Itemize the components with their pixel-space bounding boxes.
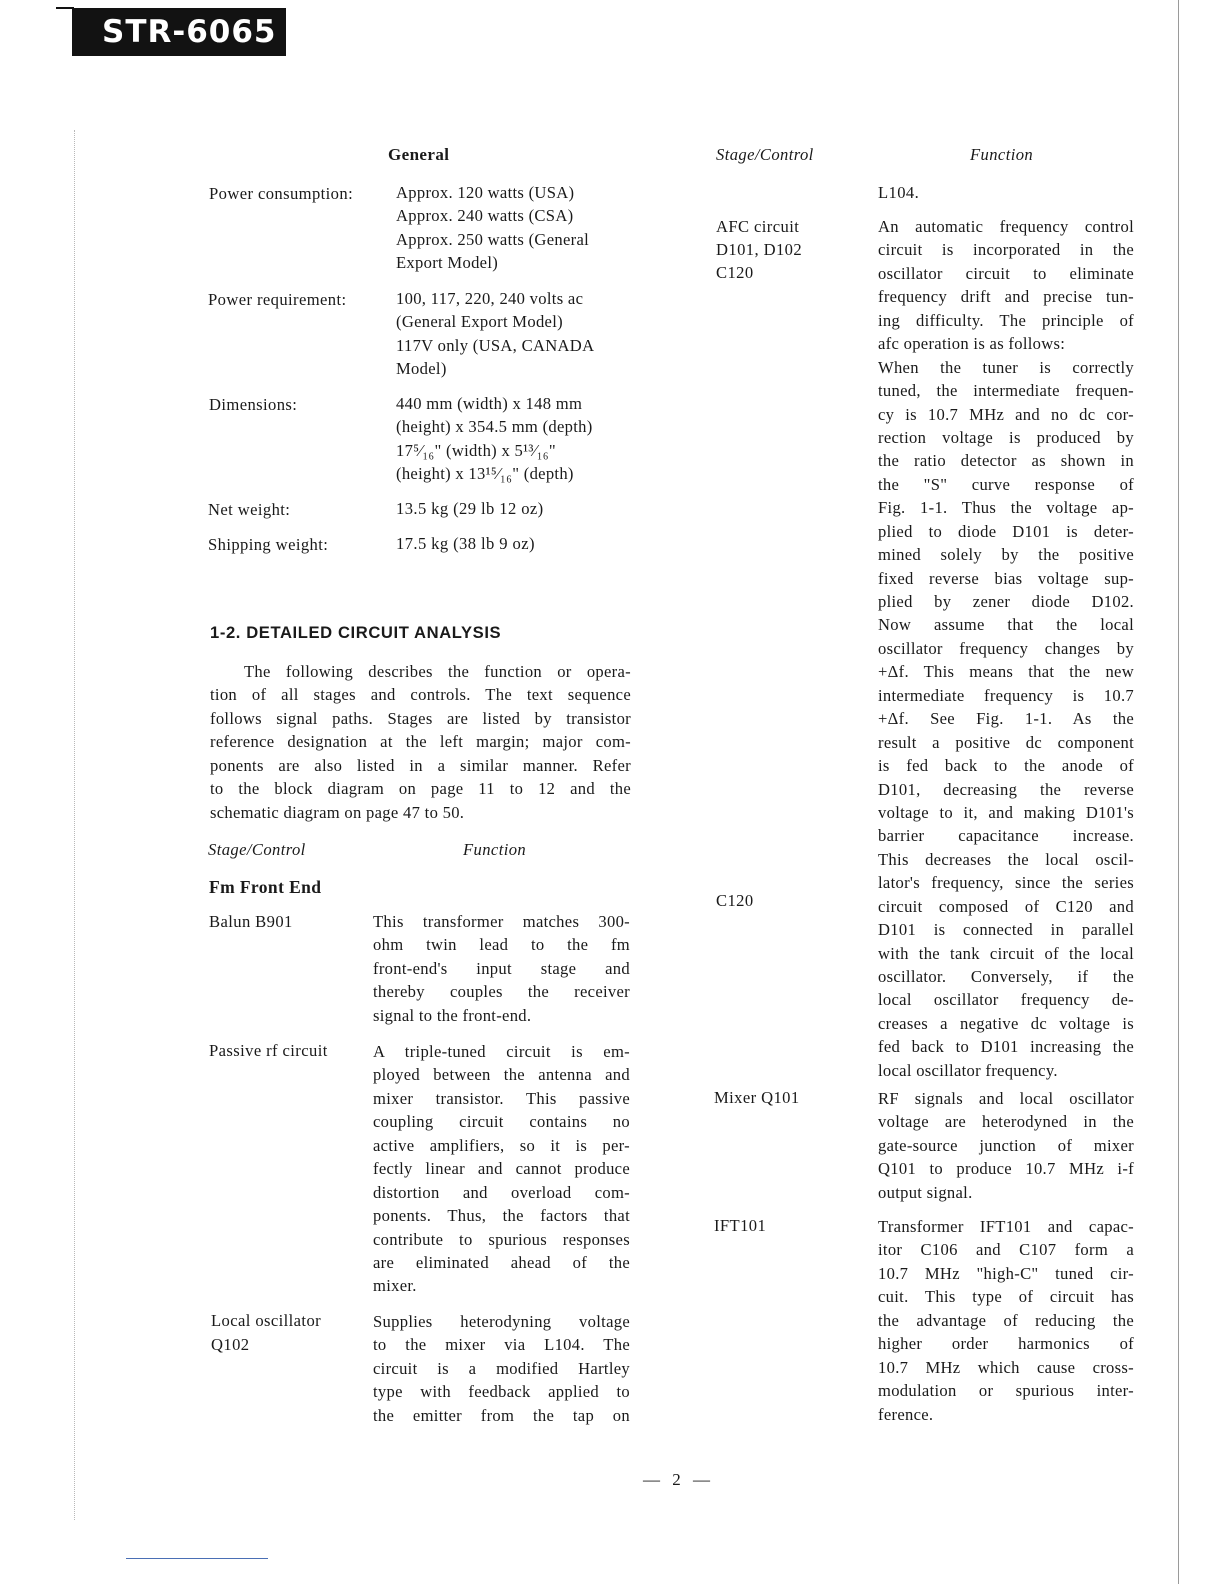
function-passive-rf xyxy=(373,1040,630,1298)
intro-line: tion of all stages and controls. The text sequence xyxy=(210,685,631,705)
function-line: rection voltage is produced by xyxy=(878,427,1134,447)
function-line: This decreases the local oscil- xyxy=(878,849,1134,869)
section-intro xyxy=(210,660,631,824)
spec-label-power-requirement: Power requirement: xyxy=(208,290,347,309)
spec-label-net-weight: Net weight: xyxy=(208,500,291,519)
function-line: itor C106 and C107 form a xyxy=(878,1240,1134,1260)
left-header-stage: Stage/Control xyxy=(208,840,306,859)
function-line: active amplifiers, so it is per- xyxy=(373,1135,630,1155)
function-line: fed back to D101 increasing the xyxy=(878,1037,1134,1057)
function-line: result a positive dc component xyxy=(878,732,1134,752)
spec-line: Approx. 240 watts (CSA) xyxy=(396,206,574,226)
spec-label-shipping-weight: Shipping weight: xyxy=(208,535,329,554)
model-badge: STR-6065 xyxy=(72,8,286,56)
function-line: distortion and overload com- xyxy=(373,1182,630,1202)
function-local-oscillator xyxy=(373,1310,630,1427)
function-line: ployed between the antenna and xyxy=(373,1065,630,1085)
function-line: ference. xyxy=(878,1404,934,1424)
intro-line: ponents are also listed in a similar manner. Refer xyxy=(210,755,631,775)
stage-passive-rf: Passive rf circuit xyxy=(209,1041,328,1060)
function-line: circuit composed of C120 and xyxy=(878,896,1134,916)
function-line: mixer. xyxy=(373,1276,417,1296)
function-line: is fed back to the anode of xyxy=(878,756,1134,776)
spec-line: Approx. 250 watts (General xyxy=(396,229,590,249)
function-line: D101, decreasing the reverse xyxy=(878,779,1134,799)
function-line: are eliminated ahead of the xyxy=(373,1252,630,1272)
spec-value-net-weight: 13.5 kg (29 lb 12 oz) xyxy=(396,499,544,518)
stage-balun: Balun B901 xyxy=(209,912,293,931)
function-line: Fig. 1-1. Thus the voltage ap- xyxy=(878,498,1134,518)
function-afc xyxy=(878,215,1134,1082)
function-line: +Δf. This means that the new xyxy=(878,662,1134,682)
spec-line: (height) x 13¹⁵⁄₁₆" (depth) xyxy=(396,464,574,484)
spec-label-power-consumption: Power consumption: xyxy=(209,184,354,203)
function-line: the emitter from the tap on xyxy=(373,1405,630,1425)
stage-afc: AFC circuit xyxy=(716,217,800,236)
function-line: Q101 to produce 10.7 MHz i-f xyxy=(878,1159,1134,1179)
spec-line: (height) x 354.5 mm (depth) xyxy=(396,417,593,437)
continued-line: L104. xyxy=(878,183,920,202)
spec-line: 117V only (USA, CANADA xyxy=(396,335,595,355)
function-line: the advantage of reducing the xyxy=(878,1310,1134,1330)
stage-local-oscillator: Local oscillator xyxy=(211,1311,322,1330)
spec-value-shipping-weight: 17.5 kg (38 lb 9 oz) xyxy=(396,534,535,553)
stage-c120: C120 xyxy=(716,891,754,910)
function-line: with the tank circuit of the local xyxy=(878,943,1134,963)
function-line: This transformer matches 300- xyxy=(373,912,630,931)
spec-line: 17⁵⁄₁₆" (width) x 5¹³⁄₁₆" xyxy=(396,440,556,460)
function-line: barrier capacitance increase. xyxy=(878,826,1134,846)
function-line: D101 is connected in parallel xyxy=(878,920,1134,940)
spec-label-dimensions: Dimensions: xyxy=(209,395,298,414)
function-line: contribute to spurious responses xyxy=(373,1229,630,1249)
function-line: oscillator. Conversely, if the xyxy=(878,967,1134,986)
function-line: oscillator circuit to eliminate xyxy=(878,263,1134,283)
function-line: signal to the front-end. xyxy=(373,1005,532,1025)
function-line: ponents. Thus, the factors that xyxy=(373,1206,630,1226)
intro-line: schematic diagram on page 47 to 50. xyxy=(210,802,465,822)
page-number: — 2 — xyxy=(643,1470,714,1489)
function-ift101 xyxy=(878,1215,1134,1426)
function-line: the "S" curve response of xyxy=(878,474,1134,494)
function-line: ing difficulty. The principle of xyxy=(878,310,1134,330)
function-line: thereby couples the receiver xyxy=(373,982,630,1002)
stage-mixer: Mixer Q101 xyxy=(714,1088,800,1107)
function-mixer xyxy=(878,1087,1134,1204)
function-line: fectly linear and cannot produce xyxy=(373,1159,630,1179)
function-line: front-end's input stage and xyxy=(373,958,630,978)
spec-line: Model) xyxy=(396,359,447,379)
intro-line: The following describes the function or opera- xyxy=(244,662,631,681)
spec-value-power-consumption xyxy=(396,181,626,275)
function-line: 10.7 MHz "high-C" tuned cir- xyxy=(878,1263,1134,1283)
right-header-function: Function xyxy=(970,145,1034,164)
stage-local-oscillator-ref: Q102 xyxy=(211,1335,250,1354)
spec-value-power-requirement xyxy=(396,287,630,381)
function-line: frequency drift and precise tun- xyxy=(878,287,1134,307)
function-line: Now assume that the local xyxy=(878,615,1134,635)
intro-line: to the block diagram on page 11 to 12 and the xyxy=(210,779,631,799)
group-title: Fm Front End xyxy=(209,877,322,897)
intro-line: reference designation at the left margin; major com- xyxy=(210,732,631,752)
general-heading: General xyxy=(388,145,450,164)
function-line: cuit. This type of circuit has xyxy=(878,1287,1134,1307)
function-line: RF signals and local oscillator xyxy=(878,1089,1134,1108)
function-line: When the tuner is correctly xyxy=(878,357,1134,377)
function-line: Supplies heterodyning voltage xyxy=(373,1312,630,1331)
function-line: type with feedback applied to xyxy=(373,1382,630,1402)
binding-margin-specks xyxy=(74,130,76,1520)
left-header-function: Function xyxy=(463,840,527,859)
function-line: afc operation is as follows: xyxy=(878,334,1066,354)
function-line: coupling circuit contains no xyxy=(373,1112,630,1132)
spec-line: 100, 117, 220, 240 volts ac xyxy=(396,289,584,308)
bottom-edge-line xyxy=(126,1558,268,1559)
function-line: circuit is incorporated in the xyxy=(878,240,1134,260)
stage-afc-capacitor: C120 xyxy=(716,263,754,282)
stage-ift101: IFT101 xyxy=(714,1216,767,1235)
function-line: voltage are heterodyned in the xyxy=(878,1112,1134,1132)
function-line: the ratio detector as shown in xyxy=(878,451,1134,471)
function-line: voltage to it, and making D101's xyxy=(878,802,1134,822)
function-line: mined solely by the positive xyxy=(878,545,1134,565)
function-balun xyxy=(373,910,630,1027)
function-line: oscillator frequency changes by xyxy=(878,638,1134,658)
function-line: mixer transistor. This passive xyxy=(373,1088,630,1108)
function-line: 10.7 MHz which cause cross- xyxy=(878,1357,1134,1377)
function-line: local oscillator frequency de- xyxy=(878,990,1134,1010)
function-line: intermediate frequency is 10.7 xyxy=(878,685,1134,705)
stage-afc-diodes: D101, D102 xyxy=(716,240,803,259)
function-line: plied to diode D101 is deter- xyxy=(878,521,1134,541)
function-line: lator's frequency, since the series xyxy=(878,873,1134,893)
spec-line: (General Export Model) xyxy=(396,312,563,332)
function-line: ohm twin lead to the fm xyxy=(373,935,630,955)
spec-value-dimensions xyxy=(396,392,630,486)
function-line: creases a negative dc voltage is xyxy=(878,1013,1134,1033)
function-line: gate-source junction of mixer xyxy=(878,1135,1134,1155)
section-title: 1-2. DETAILED CIRCUIT ANALYSIS xyxy=(210,623,502,642)
function-line: A triple-tuned circuit is em- xyxy=(373,1042,630,1061)
page-edge-rule xyxy=(1178,0,1179,1584)
spec-line: Approx. 120 watts (USA) xyxy=(396,183,575,202)
function-line: plied by zener diode D102. xyxy=(878,592,1134,611)
function-line: modulation or spurious inter- xyxy=(878,1381,1134,1401)
function-line: cy is 10.7 MHz and no dc cor- xyxy=(878,404,1134,424)
intro-line: follows signal paths. Stages are listed by transistor xyxy=(210,708,631,728)
function-line: tuned, the intermediate frequen- xyxy=(878,381,1134,401)
function-line: output signal. xyxy=(878,1182,973,1202)
function-line: Transformer IFT101 and capac- xyxy=(878,1217,1134,1236)
function-line: to the mixer via L104. The xyxy=(373,1335,630,1355)
spec-line: 440 mm (width) x 148 mm xyxy=(396,394,583,413)
function-line: local oscillator frequency. xyxy=(878,1060,1058,1080)
function-line: +Δf. See Fig. 1-1. As the xyxy=(878,709,1134,729)
spec-line: Export Model) xyxy=(396,253,499,273)
function-line: circuit is a modified Hartley xyxy=(373,1358,630,1378)
function-line: An automatic frequency control xyxy=(878,217,1134,236)
function-line: fixed reverse bias voltage sup- xyxy=(878,568,1134,588)
function-line: higher order harmonics of xyxy=(878,1334,1134,1354)
right-header-stage: Stage/Control xyxy=(716,145,814,164)
